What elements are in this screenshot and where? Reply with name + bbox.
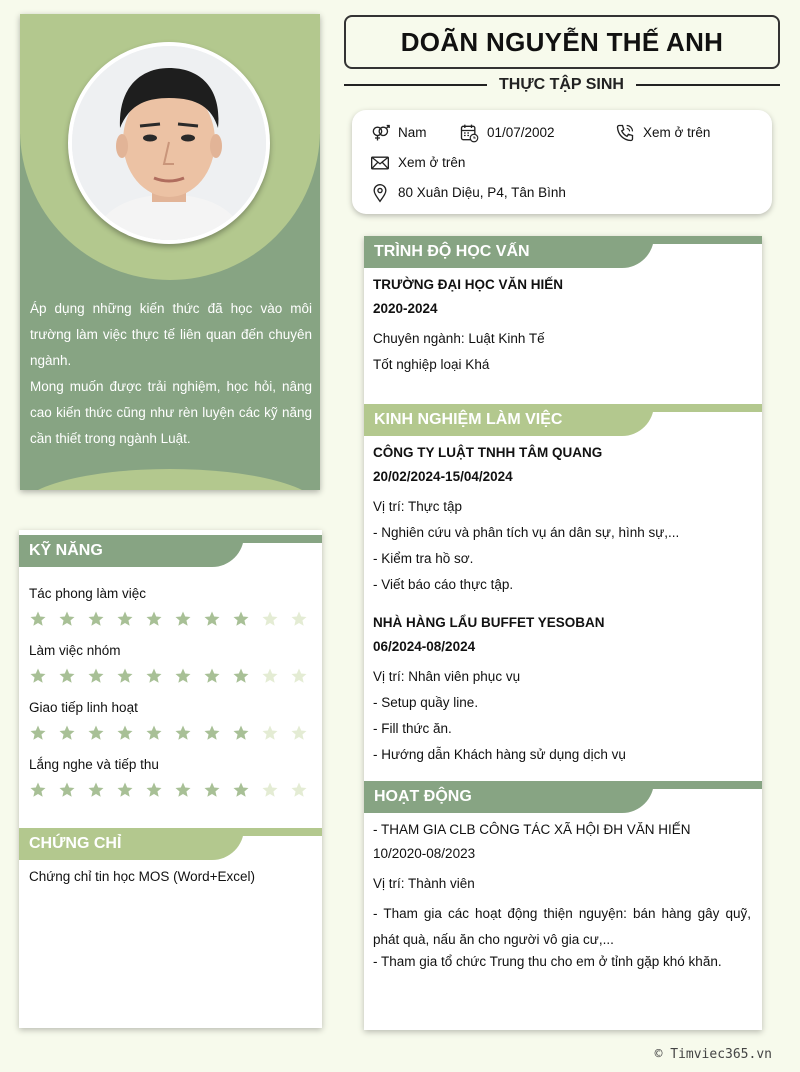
star-filled-icon: [58, 781, 76, 799]
experience-header: KINH NGHIỆM LÀM VIỆC: [364, 404, 762, 436]
mail-icon: [370, 153, 390, 173]
job-title: THỰC TẬP SINH: [487, 74, 636, 96]
contact-address: 80 Xuân Diệu, P4, Tân Bình: [370, 183, 566, 203]
star-empty-icon: [290, 781, 308, 799]
phone-icon: [615, 123, 635, 143]
contact-email: Xem ở trên: [370, 153, 465, 173]
skill-label: Làm việc nhóm: [29, 643, 121, 658]
full-name: DOÃN NGUYỄN THẾ ANH: [344, 15, 780, 69]
contact-birthday: 01/07/2002: [459, 123, 555, 143]
profile-panel: [20, 14, 320, 490]
job-period: 06/2024-08/2024: [373, 639, 476, 654]
star-filled-icon: [87, 724, 105, 742]
education-header: TRÌNH ĐỘ HỌC VẤN: [364, 236, 762, 268]
activity-period: 10/2020-08/2023: [373, 846, 476, 861]
star-filled-icon: [29, 610, 47, 628]
star-filled-icon: [203, 781, 221, 799]
job-position: Vị trí: Thực tập: [373, 499, 463, 514]
star-empty-icon: [290, 610, 308, 628]
contact-phone: Xem ở trên: [615, 123, 710, 143]
main-content-panel: [364, 236, 762, 1030]
education-school: TRƯỜNG ĐẠI HỌC VĂN HIẾN: [373, 277, 563, 292]
avatar-portrait-icon: [72, 46, 266, 240]
star-filled-icon: [87, 667, 105, 685]
star-filled-icon: [87, 610, 105, 628]
star-filled-icon: [145, 781, 163, 799]
star-filled-icon: [174, 667, 192, 685]
education-period: 2020-2024: [373, 301, 438, 316]
star-filled-icon: [232, 610, 250, 628]
job-position: Vị trí: Nhân viên phục vụ: [373, 669, 521, 684]
star-filled-icon: [145, 610, 163, 628]
star-filled-icon: [232, 667, 250, 685]
contact-card: [352, 110, 772, 214]
star-filled-icon: [58, 610, 76, 628]
gender-icon: [370, 123, 390, 143]
skill-rating: [29, 610, 308, 628]
education-grade: Tốt nghiệp loại Khá: [373, 357, 490, 372]
star-filled-icon: [58, 724, 76, 742]
skill-rating: [29, 781, 308, 799]
contact-gender: Nam: [370, 123, 427, 143]
skill-label: Giao tiếp linh hoạt: [29, 700, 138, 715]
star-empty-icon: [290, 667, 308, 685]
job-duty: - Viết báo cáo thực tập.: [373, 577, 514, 592]
star-filled-icon: [145, 724, 163, 742]
footer-watermark: © Timviec365.vn: [654, 1047, 772, 1062]
skill-label: Lắng nghe và tiếp thu: [29, 757, 159, 772]
star-filled-icon: [145, 667, 163, 685]
skills-certificates-panel: [19, 530, 322, 1028]
star-filled-icon: [174, 610, 192, 628]
star-filled-icon: [29, 781, 47, 799]
star-filled-icon: [174, 781, 192, 799]
star-empty-icon: [261, 781, 279, 799]
objective-paragraph: Mong muốn được trải nghiệm, học hỏi, nâng cao kiến thức cũng như rèn luyện các kỹ năng cần thiết trong ngành Luật.: [30, 379, 312, 446]
objective-paragraph: Áp dụng những kiến thức đã học vào môi trường làm việc thực tế liên quan đến chuyên ngành.: [30, 301, 312, 368]
activities-header: HOẠT ĐỘNG: [364, 781, 762, 813]
avatar: [72, 46, 266, 240]
star-filled-icon: [29, 724, 47, 742]
activity-duty: - Tham gia các hoạt động thiện nguyện: bán hàng gây quỹ, phát quà, nấu ăn cho người vô gia cư,...: [373, 906, 751, 947]
star-filled-icon: [232, 724, 250, 742]
activity-duty: - Tham gia tổ chức Trung thu cho em ở tỉnh gặp khó khăn.: [373, 954, 722, 969]
job-duty: - Fill thức ăn.: [373, 721, 452, 736]
star-filled-icon: [203, 610, 221, 628]
job-duty: - Nghiên cứu và phân tích vụ án dân sự, hình sự,...: [373, 525, 680, 540]
job-period: 20/02/2024-15/04/2024: [373, 469, 513, 484]
activity-position: Vị trí: Thành viên: [373, 876, 475, 891]
star-filled-icon: [116, 781, 134, 799]
star-filled-icon: [203, 724, 221, 742]
location-pin-icon: [370, 183, 390, 203]
job-company: NHÀ HÀNG LẨU BUFFET YESOBAN: [373, 615, 605, 630]
education-major: Chuyên ngành: Luật Kinh Tế: [373, 331, 545, 346]
certificates-header: CHỨNG CHỈ: [19, 828, 322, 860]
job-duty: - Setup quầy line.: [373, 695, 479, 710]
skill-rating: [29, 724, 308, 742]
career-objective: [30, 296, 312, 452]
skills-header: KỸ NĂNG: [19, 535, 322, 567]
star-filled-icon: [58, 667, 76, 685]
star-filled-icon: [116, 610, 134, 628]
star-filled-icon: [116, 667, 134, 685]
star-filled-icon: [232, 781, 250, 799]
activity-name: - THAM GIA CLB CÔNG TÁC XÃ HỘI ĐH VĂN HIẾN: [373, 822, 691, 837]
job-company: CÔNG TY LUẬT TNHH TÂM QUANG: [373, 445, 603, 460]
job-duty: - Hướng dẫn Khách hàng sử dụng dịch vụ: [373, 747, 626, 762]
star-empty-icon: [261, 610, 279, 628]
skill-label: Tác phong làm việc: [29, 586, 147, 601]
star-filled-icon: [29, 667, 47, 685]
star-empty-icon: [261, 667, 279, 685]
star-filled-icon: [116, 724, 134, 742]
calendar-icon: [459, 123, 479, 143]
certificate-item: Chứng chỉ tin học MOS (Word+Excel): [29, 869, 255, 884]
star-filled-icon: [174, 724, 192, 742]
star-empty-icon: [261, 724, 279, 742]
job-duty: - Kiểm tra hồ sơ.: [373, 551, 474, 566]
skill-rating: [29, 667, 308, 685]
star-filled-icon: [87, 781, 105, 799]
star-filled-icon: [203, 667, 221, 685]
star-empty-icon: [290, 724, 308, 742]
